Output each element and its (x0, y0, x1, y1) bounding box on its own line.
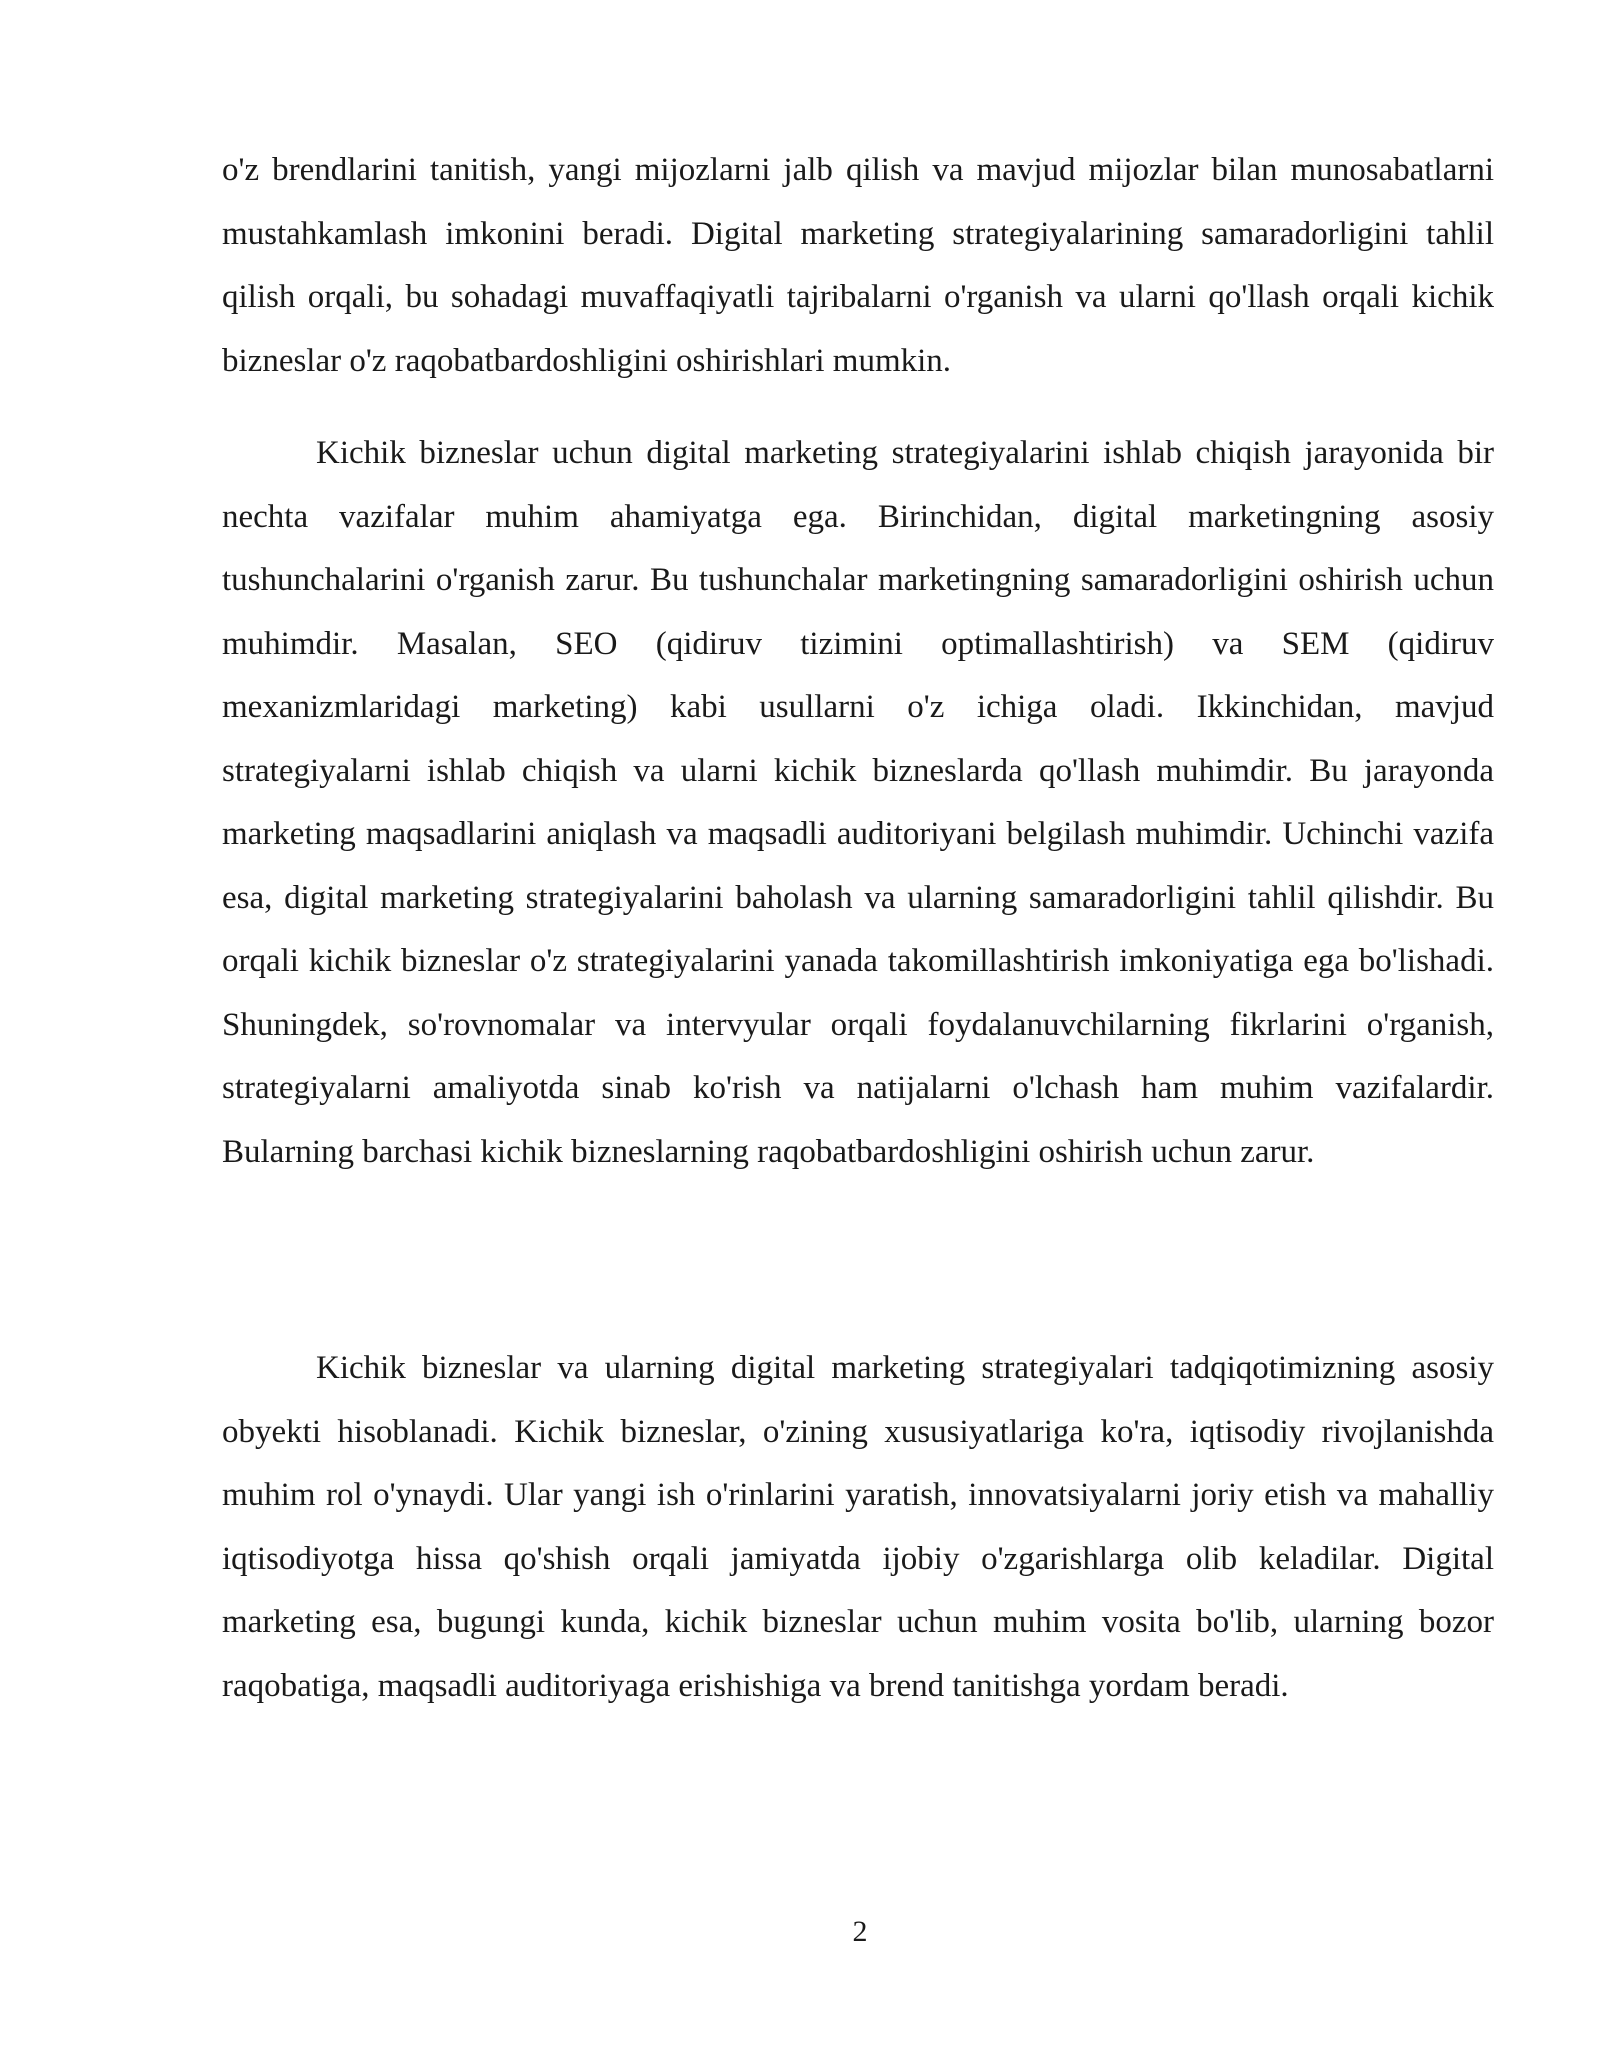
page-number: 2 (852, 1915, 868, 1948)
paragraph-tasks: Kichik bizneslar uchun digital marketing strategiyalarini ishlab chiqish jarayonida bir nechta vazifalar muhim ahamiyatga ega. Birinchidan, digital marketingning asosiy tushunchalarini o'rganish zarur. Bu tushunchalar marketingning samaradorligini oshirish uchun muhimdir. Masalan, SEO (qidiruv tizimini optimallashtirish) va SEM (qidiruv mexanizmlaridagi marketing) kabi usullarni o'z ichiga oladi. Ikkinchidan, mavjud strategiyalarni ishlab chiqish va ularni kichik bizneslarda qo'llash muhimdir. Bu jarayonda marketing maqsadlarini aniqlash va maqsadli auditoriyani belgilash muhimdir. Uchinchi vazifa esa, digital marketing strategiyalarini baholash va ularning samaradorligini tahlil qilishdir. Bu orqali kichik bizneslar o'z strategiyalarini yanada takomillashtirish imkoniyatiga ega bo'lishadi. Shuningdek, so'rovnomalar va intervyular orqali foydalanuvchilarning fikrlarini o'rganish, strategiyalarni amaliyotda sinab ko'rish va natijalarni o'lchash ham muhim vazifalardir. Bularning barchasi kichik bizneslarning raqobatbardoshligini oshirish uchun zarur. (222, 435, 1494, 1170)
paragraph-research-object: Kichik bizneslar va ularning digital marketing strategiyalari tadqiqotimizning asosiy obyekti hisoblanadi. Kichik bizneslar, o'zining xususiyatlariga ko'ra, iqtisodiy rivojlanishda muhim rol o'ynaydi. Ular yangi ish o'rinlarini yaratish, innovatsiyalarni joriy etish va mahalliy iqtisodiyotga hissa qo'shish orqali jamiyatda ijobiy o'zgarishlarga olib keladilar. Digital marketing esa, bugungi kunda, kichik bizneslar uchun muhim vosita bo'lib, ularning bozor raqobatiga, maqsadli auditoriyaga erishishiga va brend tanitishga yordam beradi. (222, 1350, 1494, 1704)
paragraph-continuation: o'z brendlarini tanitish, yangi mijozlarni jalb qilish va mavjud mijozlar bilan munosabatlarni mustahkamlash imkonini beradi. Digital marketing strategiyalarining samaradorligini tahlil qilish orqali, bu sohadagi muvaffaqiyatli tajribalarni o'rganish va ularni qo'llash orqali kichik bizneslar o'z raqobatbardoshligini oshirishlari mumkin. (222, 152, 1494, 379)
